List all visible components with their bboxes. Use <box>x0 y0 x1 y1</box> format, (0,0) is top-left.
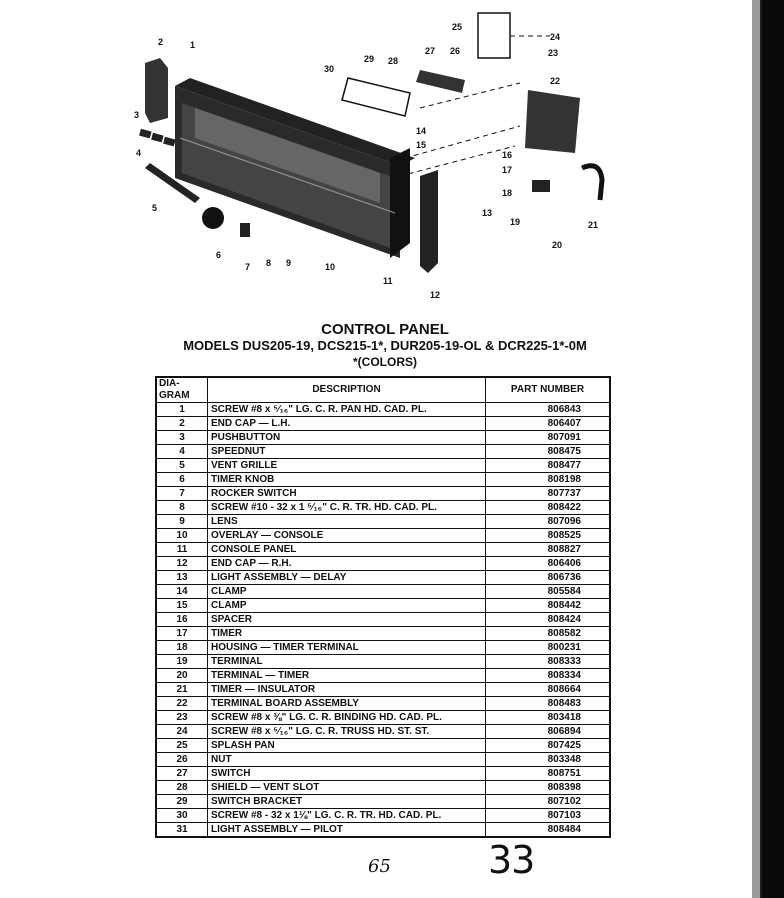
diagram-number-cell: 29 <box>156 795 208 809</box>
svg-text:12: 12 <box>430 290 441 300</box>
description-cell: HOUSING — TIMER TERMINAL <box>208 641 486 655</box>
part-number-cell: 808664 <box>486 683 611 697</box>
svg-text:7: 7 <box>245 262 251 272</box>
description-cell: TERMINAL BOARD ASSEMBLY <box>208 697 486 711</box>
svg-text:11: 11 <box>383 276 393 286</box>
diagram-number-cell: 19 <box>156 655 208 669</box>
part-number-cell: 808525 <box>486 529 611 543</box>
part-number-cell: 808424 <box>486 613 611 627</box>
table-row <box>156 403 610 417</box>
svg-text:4: 4 <box>136 148 142 158</box>
description-cell: PUSHBUTTON <box>208 431 486 445</box>
diagram-number-cell: 28 <box>156 781 208 795</box>
timer-insulator-illustration <box>582 166 602 200</box>
diagram-number-cell: 25 <box>156 739 208 753</box>
svg-text:17: 17 <box>502 165 513 175</box>
table-row <box>156 431 610 445</box>
table-row <box>156 683 610 697</box>
description-cell: TERMINAL — TIMER <box>208 669 486 683</box>
table-row <box>156 613 610 627</box>
svg-text:9: 9 <box>286 258 292 268</box>
part-number-cell: 808442 <box>486 599 611 613</box>
part-number-cell: 807091 <box>486 431 611 445</box>
section-title: CONTROL PANEL <box>321 321 449 338</box>
diagram-number-cell: 30 <box>156 809 208 823</box>
terminal-board-illustration <box>342 78 410 116</box>
diagram-number-cell: 8 <box>156 501 208 515</box>
col-description-header: DESCRIPTION <box>208 377 486 403</box>
diagram-number-cell: 16 <box>156 613 208 627</box>
table-row <box>156 781 610 795</box>
svg-text:3: 3 <box>134 110 140 120</box>
svg-text:15: 15 <box>416 140 427 150</box>
svg-text:29: 29 <box>364 54 375 64</box>
part-number-cell: 808398 <box>486 781 611 795</box>
svg-text:18: 18 <box>502 188 513 198</box>
description-cell: ROCKER SWITCH <box>208 487 486 501</box>
table-row <box>156 543 610 557</box>
diagram-number-cell: 11 <box>156 543 208 557</box>
description-cell: SPACER <box>208 613 486 627</box>
table-row <box>156 515 610 529</box>
svg-text:22: 22 <box>550 76 561 86</box>
diagram-number-cell: 10 <box>156 529 208 543</box>
svg-text:26: 26 <box>450 46 461 56</box>
switch-illustration <box>416 70 465 93</box>
description-cell: END CAP — R.H. <box>208 557 486 571</box>
diagram-number-cell: 31 <box>156 823 208 838</box>
table-row <box>156 599 610 613</box>
exploded-parts-diagram <box>120 8 620 313</box>
diagram-number-cell: 12 <box>156 557 208 571</box>
part-number-cell: 808477 <box>486 459 611 473</box>
description-cell: SCREW #10 - 32 x 1 ⁵⁄₁₆" C. R. TR. HD. CAD. PL. <box>208 501 486 515</box>
table-row <box>156 585 610 599</box>
diagram-number-cell: 23 <box>156 711 208 725</box>
table-row <box>156 655 610 669</box>
description-cell: END CAP — L.H. <box>208 417 486 431</box>
colors-note: *(COLORS) <box>353 355 417 369</box>
svg-text:21: 21 <box>588 220 599 230</box>
housing-illustration <box>532 180 550 192</box>
table-row <box>156 501 610 515</box>
part-number-cell: 807737 <box>486 487 611 501</box>
handwritten-note: 65 <box>368 856 391 877</box>
table-row <box>156 809 610 823</box>
svg-text:6: 6 <box>216 250 222 260</box>
diagram-number-cell: 17 <box>156 627 208 641</box>
part-number-cell: 803348 <box>486 753 611 767</box>
table-row <box>156 473 610 487</box>
part-number-cell: 808827 <box>486 543 611 557</box>
diagram-number-cell: 7 <box>156 487 208 501</box>
part-number-cell: 803418 <box>486 711 611 725</box>
part-number-cell: 808422 <box>486 501 611 515</box>
timer-illustration <box>525 90 580 153</box>
table-row <box>156 725 610 739</box>
svg-text:14: 14 <box>416 126 427 136</box>
description-cell: TIMER — INSULATOR <box>208 683 486 697</box>
part-number-cell: 806736 <box>486 571 611 585</box>
diagram-number-cell: 2 <box>156 417 208 431</box>
models-line: MODELS DUS205-19, DCS215-1*, DUR205-19-OL & DCR225-1*-0M <box>183 338 587 353</box>
description-cell: SWITCH <box>208 767 486 781</box>
svg-text:13: 13 <box>482 208 493 218</box>
description-cell: CLAMP <box>208 585 486 599</box>
part-number-cell: 808751 <box>486 767 611 781</box>
diagram-number-cell: 4 <box>156 445 208 459</box>
description-cell: LIGHT ASSEMBLY — DELAY <box>208 571 486 585</box>
diagram-number-cell: 27 <box>156 767 208 781</box>
description-cell: CLAMP <box>208 599 486 613</box>
part-number-cell: 808475 <box>486 445 611 459</box>
table-row <box>156 739 610 753</box>
description-cell: SHIELD — VENT SLOT <box>208 781 486 795</box>
svg-text:20: 20 <box>552 240 563 250</box>
table-row <box>156 697 610 711</box>
col-part-number-header: PART NUMBER <box>486 377 611 403</box>
splash-pan-illustration <box>478 13 510 58</box>
description-cell: SCREW #8 x ⅜" LG. C. R. BINDING HD. CAD. PL. <box>208 711 486 725</box>
diagram-number-cell: 1 <box>156 403 208 417</box>
diagram-number-cell: 24 <box>156 725 208 739</box>
table-row <box>156 795 610 809</box>
svg-text:30: 30 <box>324 64 335 74</box>
diagram-number-cell: 5 <box>156 459 208 473</box>
diagram-number-cell: 26 <box>156 753 208 767</box>
table-row <box>156 557 610 571</box>
part-number-cell: 805584 <box>486 585 611 599</box>
diagram-number-cell: 18 <box>156 641 208 655</box>
svg-text:10: 10 <box>325 262 336 272</box>
part-number-cell: 800231 <box>486 641 611 655</box>
rocker-switch-illustration <box>240 223 250 237</box>
part-number-cell: 808333 <box>486 655 611 669</box>
diagram-number-cell: 6 <box>156 473 208 487</box>
description-cell: SPLASH PAN <box>208 739 486 753</box>
diagram-number-cell: 15 <box>156 599 208 613</box>
table-row <box>156 529 610 543</box>
part-number-cell: 806406 <box>486 557 611 571</box>
description-cell: SCREW #8 - 32 x 1⅛" LG. C. R. TR. HD. CAD. PL. <box>208 809 486 823</box>
description-cell: SPEEDNUT <box>208 445 486 459</box>
part-number-cell: 807103 <box>486 809 611 823</box>
svg-text:27: 27 <box>425 46 436 56</box>
part-number-cell: 808484 <box>486 823 611 838</box>
description-cell: OVERLAY — CONSOLE <box>208 529 486 543</box>
svg-text:24: 24 <box>550 32 561 42</box>
svg-text:25: 25 <box>452 22 463 32</box>
timer-knob-illustration <box>202 207 224 229</box>
part-number-cell: 807425 <box>486 739 611 753</box>
description-cell: VENT GRILLE <box>208 459 486 473</box>
parts-table <box>155 376 611 838</box>
description-cell: TIMER <box>208 627 486 641</box>
part-number-cell: 807102 <box>486 795 611 809</box>
diagram-number-cell: 14 <box>156 585 208 599</box>
svg-text:1: 1 <box>190 40 196 50</box>
table-row <box>156 627 610 641</box>
table-row <box>156 445 610 459</box>
part-number-cell: 806407 <box>486 417 611 431</box>
description-cell: SCREW #8 x ⁵⁄₁₆" LG. C. R. TRUSS HD. ST. ST. <box>208 725 486 739</box>
svg-text:5: 5 <box>152 203 158 213</box>
svg-text:2: 2 <box>158 37 164 47</box>
part-number-cell: 808483 <box>486 697 611 711</box>
parts-table-body <box>156 403 610 838</box>
part-number-cell: 806843 <box>486 403 611 417</box>
table-row <box>156 767 610 781</box>
col-diagram-header: DIA- GRAM <box>156 377 208 403</box>
parts-table-header <box>156 377 610 403</box>
part-number-cell: 807096 <box>486 515 611 529</box>
svg-text:23: 23 <box>548 48 559 58</box>
table-row <box>156 753 610 767</box>
right-end-cap-illustration <box>420 170 438 273</box>
table-row <box>156 711 610 725</box>
diagram-number-cell: 9 <box>156 515 208 529</box>
section-header <box>150 322 620 370</box>
part-number-cell: 806894 <box>486 725 611 739</box>
table-row <box>156 823 610 838</box>
part-number-cell: 808582 <box>486 627 611 641</box>
pushbuttons-illustration <box>139 129 175 147</box>
table-row <box>156 487 610 501</box>
diagram-number-cell: 21 <box>156 683 208 697</box>
svg-text:19: 19 <box>510 217 521 227</box>
description-cell: LENS <box>208 515 486 529</box>
page-number: 33 <box>488 838 535 882</box>
description-cell: TIMER KNOB <box>208 473 486 487</box>
svg-text:8: 8 <box>266 258 272 268</box>
svg-text:28: 28 <box>388 56 399 66</box>
part-number-cell: 808198 <box>486 473 611 487</box>
description-cell: TERMINAL <box>208 655 486 669</box>
table-row <box>156 641 610 655</box>
svg-text:16: 16 <box>502 150 513 160</box>
table-row <box>156 459 610 473</box>
part-number-cell: 808334 <box>486 669 611 683</box>
description-cell: SWITCH BRACKET <box>208 795 486 809</box>
diagram-number-cell: 20 <box>156 669 208 683</box>
table-row <box>156 571 610 585</box>
description-cell: CONSOLE PANEL <box>208 543 486 557</box>
diagram-number-cell: 13 <box>156 571 208 585</box>
scan-edge-artifact <box>746 0 784 898</box>
description-cell: SCREW #8 x ⁵⁄₁₆" LG. C. R. PAN HD. CAD. PL. <box>208 403 486 417</box>
description-cell: LIGHT ASSEMBLY — PILOT <box>208 823 486 838</box>
left-end-cap-illustration <box>145 58 168 123</box>
table-row <box>156 669 610 683</box>
diagram-number-cell: 22 <box>156 697 208 711</box>
diagram-number-cell: 3 <box>156 431 208 445</box>
description-cell: NUT <box>208 753 486 767</box>
table-row <box>156 417 610 431</box>
